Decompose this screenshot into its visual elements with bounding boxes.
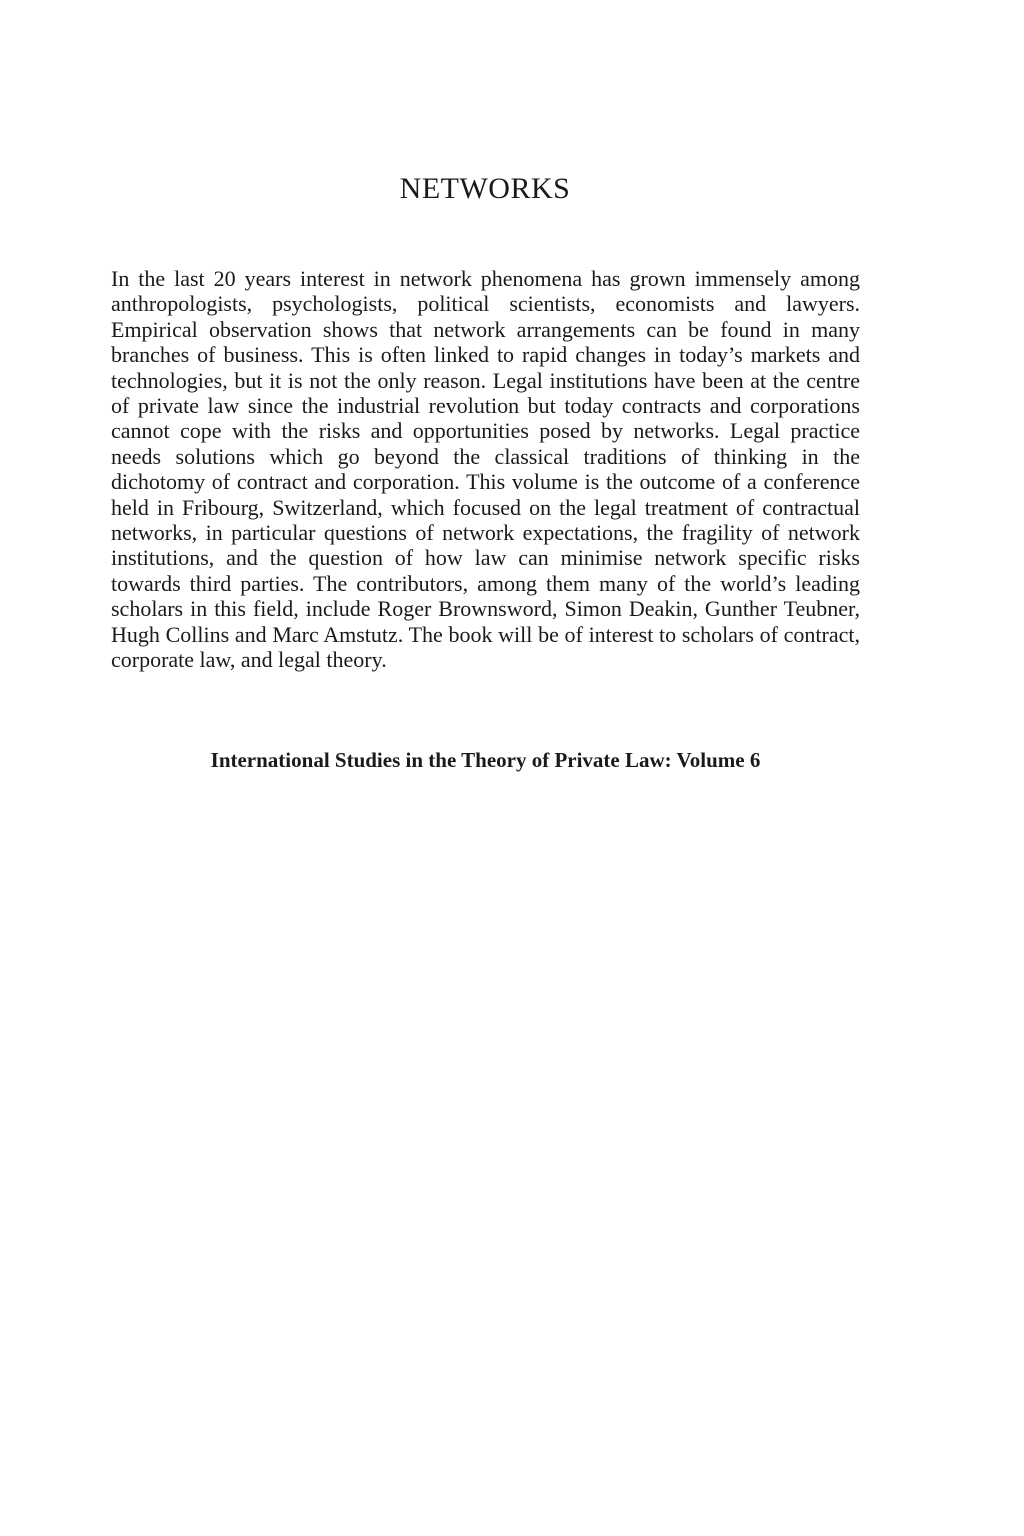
series-title: International Studies in the Theory of Private Law: Volume 6 (210, 748, 761, 772)
page-title: NETWORKS (399, 172, 571, 205)
description-paragraph: In the last 20 years interest in network phenomena has grown immensely among anthropologists, psychologists, political scientists, economists and lawyers. Empirical observation shows that network arrangements can be found in many branches of business. This is often linked to rapid changes in today’s markets and technologies, but it is not the only reason. Legal institutions have been at the centre of private law since the industrial revolution but today contracts and corporations cannot cope with the risks and opportunities posed by networks. Legal practice needs solutions which go beyond the classical traditions of thinking in the dichotomy of contract and corporation. This volume is the outcome of a conference held in Fribourg, Switzerland, which focused on the legal treatment of contractual networks, in particular questions of network expectations, the fragility of network institutions, and the question of how law can minimise network specific risks towards third parties. The contributors, among them many of the world’s leading scholars in this field, include Roger Brownsword, Simon Deakin, Gunther Teubner, Hugh Collins and Marc Amstutz. The book will be of interest to scholars of contract, corporate law, and legal theory. (111, 266, 860, 673)
